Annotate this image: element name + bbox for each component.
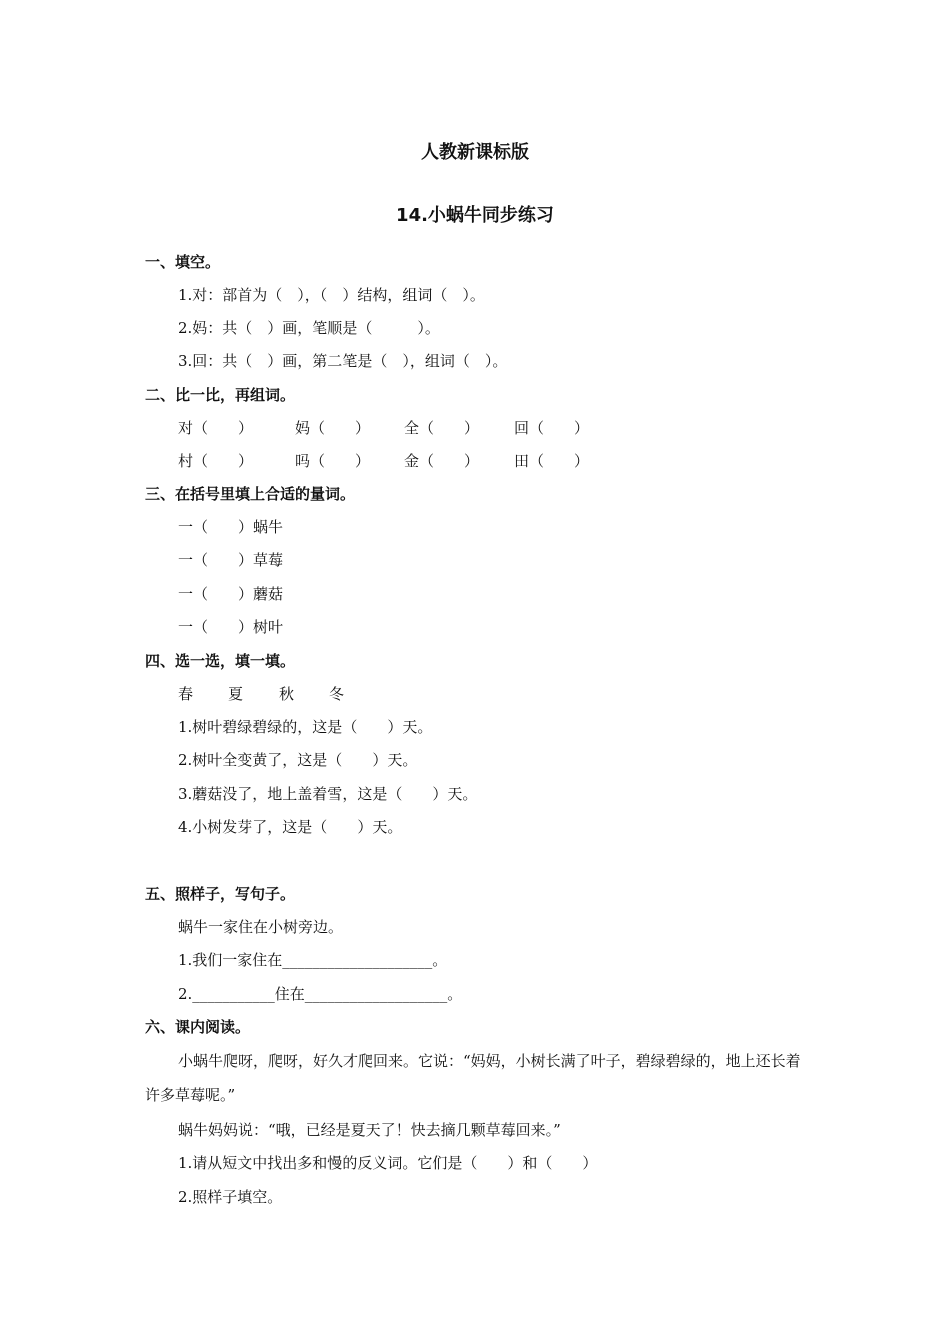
s2-row2-item: 金（ ） bbox=[404, 452, 480, 470]
section-2-heading: 二、比一比，再组词。 bbox=[145, 386, 296, 404]
season-option: 夏 bbox=[228, 685, 244, 703]
s4-question-2: 2.树叶全变黄了，这是（ ）天。 bbox=[178, 751, 418, 769]
section-1-heading: 一、填空。 bbox=[145, 253, 221, 271]
s4-question-4: 4.小树发芽了，这是（ ）天。 bbox=[178, 818, 403, 836]
publisher-heading: 人教新课标版 bbox=[421, 142, 529, 163]
s2-row2-item: 田（ ） bbox=[514, 452, 590, 470]
s4-question-3: 3.蘑菇没了，地上盖着雪，这是（ ）天。 bbox=[178, 785, 478, 803]
s2-row2-item: 村（ ） bbox=[178, 452, 254, 470]
s2-row1-item: 回（ ） bbox=[514, 419, 590, 437]
s6-question-1: 1.请从短文中找出多和慢的反义词。它们是（ ）和（ ） bbox=[178, 1154, 598, 1172]
season-option: 春 bbox=[178, 685, 194, 703]
s1-question-1: 1.对：部首为（ ），（ ）结构，组词（ ）。 bbox=[178, 286, 485, 304]
s2-row1-item: 全（ ） bbox=[404, 419, 480, 437]
s2-row2-item: 吗（ ） bbox=[295, 452, 371, 470]
s5-question-1: 1.我们一家住在____________________。 bbox=[178, 951, 448, 969]
s2-row1-item: 对（ ） bbox=[178, 419, 254, 437]
season-option: 秋 bbox=[279, 685, 295, 703]
lesson-title: 14.小蜗牛同步练习 bbox=[396, 205, 554, 226]
reading-paragraph-2: 蜗牛妈妈说：“哦，已经是夏天了！快去摘几颗草莓回来。” bbox=[178, 1121, 561, 1139]
s6-question-2: 2.照样子填空。 bbox=[178, 1188, 283, 1206]
s3-item: 一（ ）蘑菇 bbox=[178, 585, 284, 603]
section-5-heading: 五、照样子，写句子。 bbox=[145, 885, 296, 903]
s3-item: 一（ ）树叶 bbox=[178, 618, 284, 636]
reading-paragraph-1: 小蜗牛爬呀，爬呀，好久才爬回来。它说：“妈妈，小树长满了叶子，碧绿碧绿的，地上还长着许多草莓呢。” bbox=[145, 1052, 801, 1104]
season-option: 冬 bbox=[329, 685, 345, 703]
s2-row1-item: 妈（ ） bbox=[295, 419, 371, 437]
s1-question-2: 2.妈：共（ ）画，笔顺是（ ）。 bbox=[178, 319, 440, 337]
s4-question-1: 1.树叶碧绿碧绿的，这是（ ）天。 bbox=[178, 718, 433, 736]
s5-example: 蜗牛一家住在小树旁边。 bbox=[178, 918, 344, 936]
s1-question-3: 3.回：共（ ）画，第二笔是（ ），组词（ ）。 bbox=[178, 352, 508, 370]
section-6-heading: 六、课内阅读。 bbox=[145, 1018, 251, 1036]
s5-question-2: 2.___________住在___________________。 bbox=[178, 985, 463, 1003]
s3-item: 一（ ）草莓 bbox=[178, 551, 284, 569]
section-3-heading: 三、在括号里填上合适的量词。 bbox=[145, 485, 356, 503]
s3-item: 一（ ）蜗牛 bbox=[178, 518, 284, 536]
section-4-heading: 四、选一选，填一填。 bbox=[145, 652, 296, 670]
